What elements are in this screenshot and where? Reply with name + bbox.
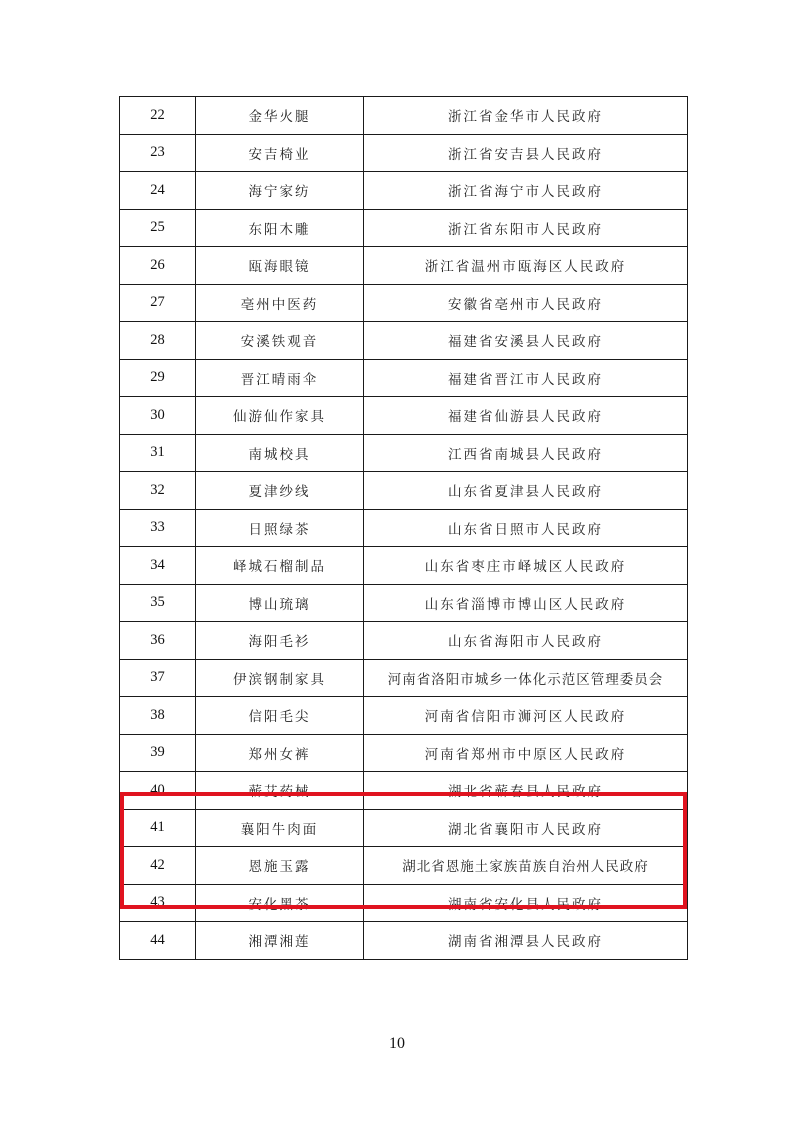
- applicant-org: 浙江省金华市人民政府: [364, 97, 688, 135]
- brand-name: 海宁家纺: [196, 172, 364, 210]
- applicant-org: 浙江省温州市瓯海区人民政府: [364, 247, 688, 285]
- table-row: [120, 922, 688, 960]
- applicant-org: 河南省郑州市中原区人民政府: [364, 734, 688, 772]
- table-row: [120, 134, 688, 172]
- row-number: 30: [120, 397, 196, 435]
- applicant-org: 河南省洛阳市城乡一体化示范区管理委员会: [364, 659, 688, 697]
- brand-name: 恩施玉露: [196, 847, 364, 885]
- brand-name: 晋江晴雨伞: [196, 359, 364, 397]
- brand-name: 东阳木雕: [196, 209, 364, 247]
- applicant-org: 福建省仙游县人民政府: [364, 397, 688, 435]
- row-number: 41: [120, 809, 196, 847]
- table-row: [120, 472, 688, 510]
- applicant-org: 安徽省亳州市人民政府: [364, 284, 688, 322]
- row-number: 33: [120, 509, 196, 547]
- table-row: [120, 359, 688, 397]
- row-number: 37: [120, 659, 196, 697]
- applicant-org: 河南省信阳市浉河区人民政府: [364, 697, 688, 735]
- registry-table: [119, 96, 688, 960]
- table-row: [120, 434, 688, 472]
- brand-name: 郑州女裤: [196, 734, 364, 772]
- table-row: [120, 247, 688, 285]
- row-number: 27: [120, 284, 196, 322]
- applicant-org: 浙江省海宁市人民政府: [364, 172, 688, 210]
- brand-name: 南城校具: [196, 434, 364, 472]
- table-row: [120, 209, 688, 247]
- applicant-org: 福建省安溪县人民政府: [364, 322, 688, 360]
- applicant-org: 山东省淄博市博山区人民政府: [364, 584, 688, 622]
- table-row: [120, 509, 688, 547]
- applicant-org: 福建省晋江市人民政府: [364, 359, 688, 397]
- table-row-highlighted: [120, 772, 688, 810]
- table-row: [120, 884, 688, 922]
- table-row: [120, 659, 688, 697]
- applicant-org: 山东省日照市人民政府: [364, 509, 688, 547]
- brand-name: 峄城石榴制品: [196, 547, 364, 585]
- row-number: 39: [120, 734, 196, 772]
- table-row: [120, 322, 688, 360]
- row-number: 42: [120, 847, 196, 885]
- brand-name: 日照绿茶: [196, 509, 364, 547]
- brand-name: 夏津纱线: [196, 472, 364, 510]
- brand-name: 亳州中医药: [196, 284, 364, 322]
- brand-name: 安溪铁观音: [196, 322, 364, 360]
- brand-name: 伊滨钢制家具: [196, 659, 364, 697]
- applicant-org: 湖北省恩施土家族苗族自治州人民政府: [364, 847, 688, 885]
- brand-name: 襄阳牛肉面: [196, 809, 364, 847]
- row-number: 26: [120, 247, 196, 285]
- brand-name: 博山琉璃: [196, 584, 364, 622]
- brand-name: 安吉椅业: [196, 134, 364, 172]
- table-row-highlighted: [120, 847, 688, 885]
- row-number: 44: [120, 922, 196, 960]
- table-row: [120, 584, 688, 622]
- brand-name: 仙游仙作家具: [196, 397, 364, 435]
- table-row: [120, 734, 688, 772]
- applicant-org: 江西省南城县人民政府: [364, 434, 688, 472]
- row-number: 22: [120, 97, 196, 135]
- page-number: 10: [389, 1035, 405, 1052]
- table-row: [120, 547, 688, 585]
- applicant-org: 浙江省东阳市人民政府: [364, 209, 688, 247]
- row-number: 25: [120, 209, 196, 247]
- table-row: [120, 284, 688, 322]
- applicant-org: 湖北省襄阳市人民政府: [364, 809, 688, 847]
- brand-name: 信阳毛尖: [196, 697, 364, 735]
- applicant-org: 山东省夏津县人民政府: [364, 472, 688, 510]
- row-number: 36: [120, 622, 196, 660]
- table-row: [120, 172, 688, 210]
- applicant-org: 浙江省安吉县人民政府: [364, 134, 688, 172]
- row-number: 24: [120, 172, 196, 210]
- brand-name: 安化黑茶: [196, 884, 364, 922]
- table-row: [120, 697, 688, 735]
- applicant-org: 山东省海阳市人民政府: [364, 622, 688, 660]
- brand-name: 湘潭湘莲: [196, 922, 364, 960]
- applicant-org: 山东省枣庄市峄城区人民政府: [364, 547, 688, 585]
- table-row-highlighted: [120, 809, 688, 847]
- brand-name: 海阳毛衫: [196, 622, 364, 660]
- row-number: 35: [120, 584, 196, 622]
- row-number: 34: [120, 547, 196, 585]
- brand-name: 金华火腿: [196, 97, 364, 135]
- applicant-org: 湖北省蕲春县人民政府: [364, 772, 688, 810]
- row-number: 29: [120, 359, 196, 397]
- table-row: [120, 397, 688, 435]
- row-number: 43: [120, 884, 196, 922]
- brand-name: 瓯海眼镜: [196, 247, 364, 285]
- applicant-org: 湖南省湘潭县人民政府: [364, 922, 688, 960]
- row-number: 38: [120, 697, 196, 735]
- table-row: [120, 97, 688, 135]
- row-number: 28: [120, 322, 196, 360]
- table-row: [120, 622, 688, 660]
- row-number: 32: [120, 472, 196, 510]
- row-number: 40: [120, 772, 196, 810]
- row-number: 23: [120, 134, 196, 172]
- row-number: 31: [120, 434, 196, 472]
- applicant-org: 湖南省安化县人民政府: [364, 884, 688, 922]
- brand-name: 蕲艾药械: [196, 772, 364, 810]
